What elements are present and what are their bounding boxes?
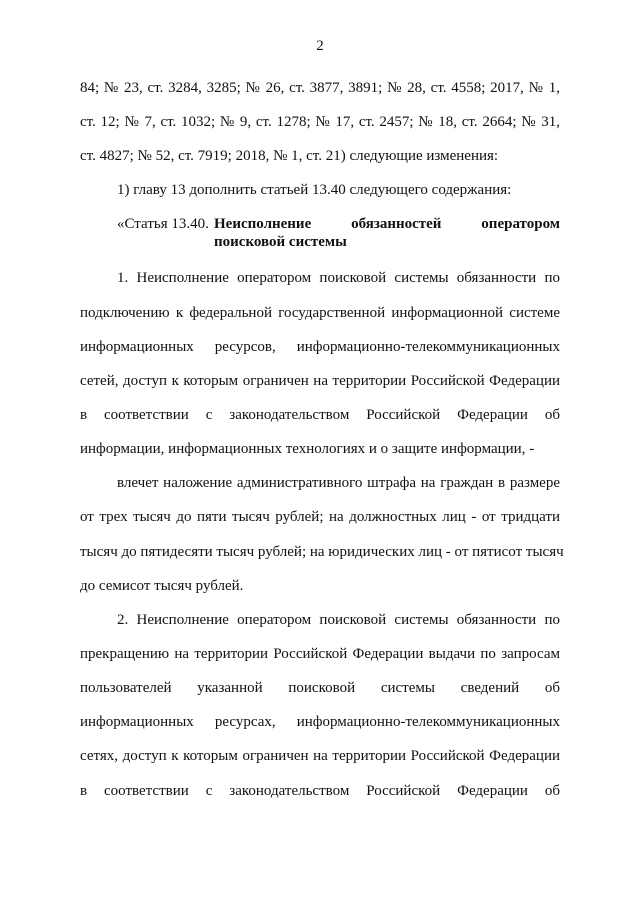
paragraph-1-line: информации, информационных технологиях и о защите информации, - [80, 441, 535, 457]
penalty-line: до семисот тысяч рублей. [80, 578, 244, 594]
paragraph-1-line: в соответствии с законодательством Российской Федерации об [80, 407, 560, 423]
penalty-line: от трех тысяч до пяти тысяч рублей; на должностных лиц - от тридцати [80, 509, 560, 525]
penalty-line: влечет наложение административного штрафа на граждан в размере [117, 475, 560, 491]
article-title-line: поисковой системы [214, 234, 347, 250]
intro-line: 84; № 23, ст. 3284, 3285; № 26, ст. 3877, 3891; № 28, ст. 4558; 2017, № 1, [80, 80, 560, 96]
paragraph-1-line: подключению к федеральной государственной информационной системе [80, 305, 560, 321]
article-title-line: Неисполнение обязанностей оператором [214, 216, 560, 232]
intro-line: ст. 12; № 7, ст. 1032; № 9, ст. 1278; № 17, ст. 2457; № 18, ст. 2664; № 31, [80, 114, 560, 130]
paragraph-1-line: 1. Неисполнение оператором поисковой системы обязанности по [117, 270, 560, 286]
amendment-item-1: 1) главу 13 дополнить статьей 13.40 следующего содержания: [117, 182, 512, 198]
paragraph-1-line: сетей, доступ к которым ограничен на территории Российской Федерации [80, 373, 560, 389]
paragraph-2-line: в соответствии с законодательством Российской Федерации об [80, 783, 560, 799]
penalty-line: тысяч до пятидесяти тысяч рублей; на юридических лиц - от пятисот тысяч [80, 544, 564, 560]
paragraph-2-line: 2. Неисполнение оператором поисковой системы обязанности по [117, 612, 560, 628]
page-number: 2 [316, 38, 324, 54]
paragraph-2-line: прекращению на территории Российской Федерации выдачи по запросам [80, 646, 560, 662]
article-title [214, 215, 560, 251]
article-label: «Статья 13.40. [117, 216, 209, 232]
paragraph-2-line: пользователей указанной поисковой системы сведений об [80, 680, 560, 696]
paragraph-1-line: информационных ресурсов, информационно-телекоммуникационных [80, 339, 560, 355]
paragraph-2-line: информационных ресурсах, информационно-телекоммуникационных [80, 714, 560, 730]
intro-line: ст. 4827; № 52, ст. 7919; 2018, № 1, ст. 21) следующие изменения: [80, 148, 499, 164]
paragraph-2-line: сетях, доступ к которым ограничен на территории Российской Федерации [80, 748, 560, 764]
